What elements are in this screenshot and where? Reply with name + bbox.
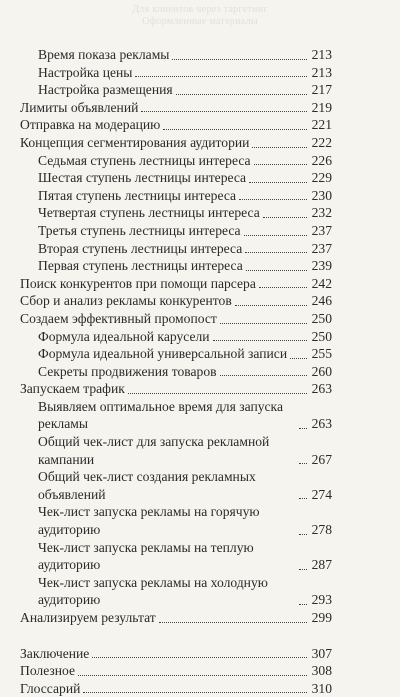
dot-leader [92,657,307,658]
toc-entry[interactable] [20,275,332,293]
toc-entry-page-number: 308 [311,663,332,679]
dot-leader [299,604,307,605]
toc-entry-page-number: 310 [311,680,332,696]
bleed-through-text: Оформленные материалы [142,16,258,27]
toc-entry-title: Поиск конкурентов при помощи парсера [20,275,256,291]
toc-entry-page-number: 213 [311,47,332,62]
toc-entry-title: Выявляем оптимальное время для запуска рекламы [38,398,283,432]
dot-leader [141,111,307,112]
dot-leader [128,393,307,394]
toc-entry[interactable] [20,363,332,381]
toc-entry-page-number: 299 [311,610,332,625]
toc-entry[interactable] [20,662,332,680]
toc-entry-title: Полезное [20,663,76,679]
toc-entry-page-number: 239 [311,258,332,274]
toc-entry[interactable] [20,292,332,310]
toc-entry[interactable] [20,64,332,82]
toc-entry-title: Седьмая ступень лестницы интереса [38,152,251,168]
toc-entry[interactable] [20,574,332,609]
toc-entry-title: Первая ступень лестницы интереса [38,258,243,274]
dot-leader [220,375,307,376]
toc-entry-title: Настройка размещения [38,82,173,98]
toc-entry-page-number: 229 [311,170,332,186]
dot-leader [254,164,307,165]
toc-entry[interactable] [20,116,332,134]
toc-entry-page-number: 213 [311,64,332,80]
toc-entry-title: Время показа рекламы [38,47,170,62]
section-gap [20,627,332,645]
toc-entry-title: Четвертая ступень лестницы интереса [38,205,260,221]
dot-leader [299,463,307,464]
toc-entry-page-number: 263 [311,416,332,432]
toc-entry[interactable] [20,134,332,152]
toc-entry[interactable] [20,503,332,538]
dot-leader [135,76,307,77]
dot-leader [239,199,307,200]
toc-entry-page-number: 242 [311,275,332,291]
toc-entry[interactable] [20,539,332,574]
dot-leader [299,428,307,429]
toc-entry-page-number: 307 [311,645,332,661]
dot-leader [176,94,307,95]
toc-entry-title: Третья ступень лестницы интереса [38,222,241,238]
toc-entry[interactable] [20,81,332,99]
toc-entry[interactable] [20,152,332,170]
toc-entry-page-number: 222 [311,134,332,150]
toc-entry-page-number: 274 [311,486,332,502]
dot-leader [259,287,307,288]
dot-leader [213,340,307,341]
toc-entry[interactable] [20,99,332,117]
toc-entry-title: Заключение [20,645,90,661]
toc-entry-page-number: 219 [311,99,332,115]
toc-entry[interactable] [20,222,332,240]
toc-entry-title: Лимиты объявлений [20,99,139,115]
toc-entry-page-number: 267 [311,451,332,467]
toc-entry[interactable] [20,345,332,363]
dot-leader [172,59,307,60]
toc-entry[interactable] [20,46,332,64]
toc-entry[interactable] [20,398,332,433]
toc-entry-page-number: 230 [311,187,332,203]
dot-leader [163,129,307,130]
toc-entry-title: Секреты продвижения товаров [38,363,217,379]
toc-entry-page-number: 293 [311,592,332,608]
toc-entry[interactable] [20,328,332,346]
toc-entry-title: Чек-лист запуска рекламы на теплую аудиторию [38,539,254,573]
dot-leader [290,358,307,359]
table-of-contents [20,46,332,697]
toc-entry-page-number: 250 [311,310,332,326]
toc-entry-page-number: 221 [311,117,332,133]
toc-entry[interactable] [20,680,332,697]
toc-entry-title: Формула идеальной универсальной записи [38,346,288,362]
dot-leader [249,182,307,183]
toc-entry-title: Отправка на модерацию [20,117,161,133]
toc-entry-title: Настройка цены [38,64,133,80]
toc-entry-page-number: 237 [311,222,332,238]
toc-entry-page-number: 260 [311,363,332,379]
toc-entry-page-number: 278 [311,522,332,538]
toc-entry[interactable] [20,609,332,627]
toc-entry-title: Запускаем трафик [20,381,125,397]
toc-entry-page-number: 246 [311,293,332,309]
toc-entry[interactable] [20,240,332,258]
dot-leader [246,270,307,271]
toc-entry-title: Сбор и анализ рекламы конкурентов [20,293,232,309]
toc-entry[interactable] [20,204,332,222]
dot-leader [299,569,307,570]
toc-entry-title: Шестая ступень лестницы интереса [38,170,247,186]
dot-leader [299,498,307,499]
toc-entry[interactable] [20,468,332,503]
toc-entry-title: Глоссарий [20,680,81,696]
toc-entry-title: Формула идеальной карусели [38,328,210,344]
dot-leader [83,692,307,693]
toc-entry-page-number: 237 [311,240,332,256]
dot-leader [263,217,307,218]
toc-entry-title: Чек-лист запуска рекламы на холодную аудиторию [38,574,268,608]
toc-entry-page-number: 232 [311,205,332,221]
toc-entry[interactable] [20,645,332,663]
toc-entry-title: Вторая ступень лестницы интереса [38,240,243,256]
bleed-through-text: Для клиентов через таргетинг [132,4,268,15]
dot-leader [252,147,307,148]
toc-entry-title: Общий чек-лист для запуска рекламной кампании [38,434,270,467]
dot-leader [235,305,307,306]
toc-entry-title: Пятая ступень лестницы интереса [38,187,237,203]
toc-entry-title: Чек-лист запуска рекламы на горячую аудиторию [38,504,260,538]
toc-entry[interactable] [20,310,332,328]
toc-entry-title: Общий чек-лист создания рекламных объявлений [38,469,256,502]
dot-leader [245,252,307,253]
toc-entry-page-number: 255 [311,346,332,362]
dot-leader [220,323,307,324]
toc-entry-title: Анализируем результат [20,610,156,625]
toc-entry-page-number: 287 [311,557,332,573]
toc-entry-page-number: 226 [311,152,332,168]
toc-entry-title: Создаем эффективный промопост [20,310,217,326]
toc-entry-page-number: 250 [311,328,332,344]
dot-leader [159,622,307,623]
toc-entry-page-number: 263 [311,381,332,397]
dot-leader [78,675,307,676]
dot-leader [299,534,307,535]
toc-entry[interactable] [20,187,332,205]
toc-entry[interactable] [20,257,332,275]
toc-entry-page-number: 217 [311,82,332,98]
dot-leader [244,235,307,236]
toc-entry-title: Концепция сегментирования аудитории [20,134,250,150]
toc-entry[interactable] [20,433,332,468]
toc-entry[interactable] [20,380,332,398]
toc-entry[interactable] [20,169,332,187]
